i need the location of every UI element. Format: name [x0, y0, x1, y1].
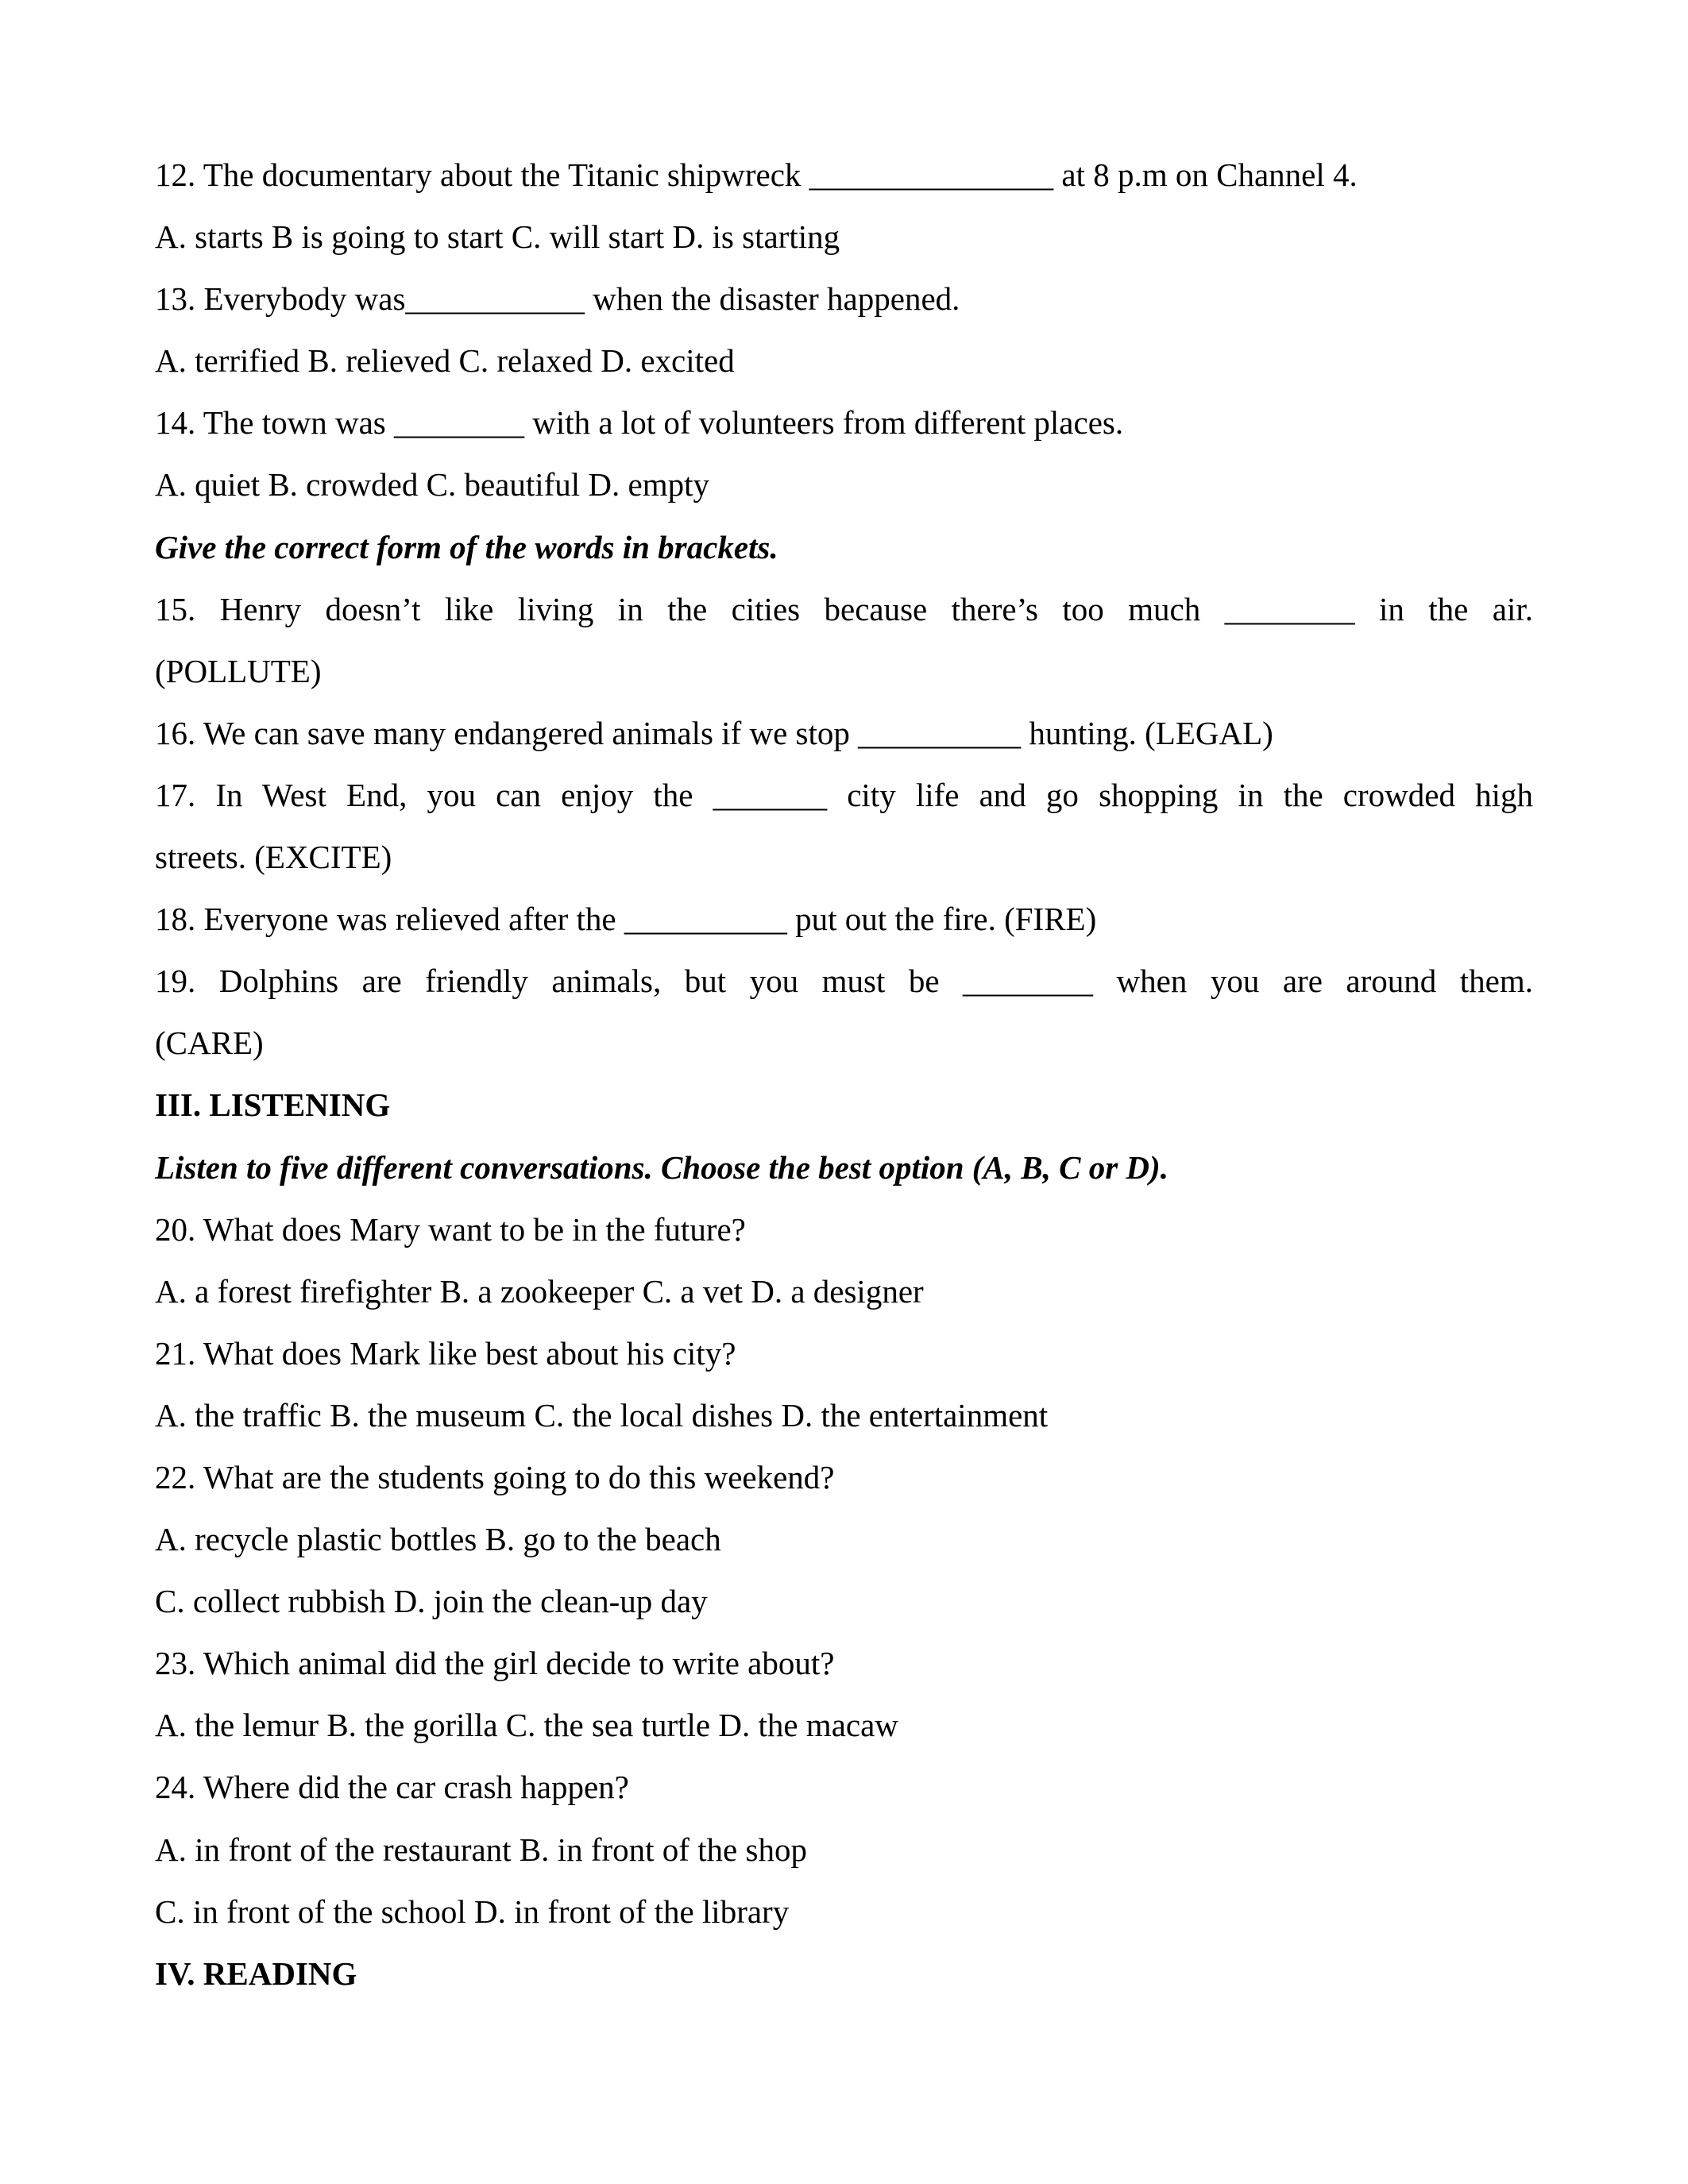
options-24-cd: C. in front of the school D. in front of the library	[155, 1893, 790, 1930]
question-16: 16. We can save many endangered animals if we stop __________ hunting. (LEGAL)	[155, 714, 1273, 751]
question-13: 13. Everybody was___________ when the disaster happened.	[155, 280, 960, 318]
question-19: 19. Dolphins are friendly animals, but you must be ________ when you are around them.	[155, 963, 1533, 1000]
instruction-listening: Listen to five different conversations. Choose the best option (A, B, C or D).	[155, 1148, 1168, 1186]
options-14: A. quiet B. crowded C. beautiful D. empty	[155, 466, 710, 504]
options-12: A. starts B is going to start C. will start D. is starting	[155, 218, 840, 256]
options-23: A. the lemur B. the gorilla C. the sea turtle D. the macaw	[155, 1707, 898, 1744]
question-19-continuation: (CARE)	[155, 1024, 264, 1062]
question-20: 20. What does Mary want to be in the future?	[155, 1210, 746, 1248]
question-14: 14. The town was ________ with a lot of volunteers from different places.	[155, 404, 1124, 442]
question-24: 24. Where did the car crash happen?	[155, 1769, 629, 1806]
section-reading-heading: IV. READING	[155, 1954, 357, 1992]
options-24-ab: A. in front of the restaurant B. in front of the shop	[155, 1831, 807, 1868]
question-23: 23. Which animal did the girl decide to write about?	[155, 1645, 835, 1682]
options-20: A. a forest firefighter B. a zookeeper C. a vet D. a designer	[155, 1272, 924, 1310]
options-13: A. terrified B. relieved C. relaxed D. excited	[155, 342, 735, 380]
section-listening-heading: III. LISTENING	[155, 1086, 391, 1124]
question-17: 17. In West End, you can enjoy the _______ city life and go shopping in the crowded high	[155, 776, 1533, 813]
options-22-cd: C. collect rubbish D. join the clean-up day	[155, 1583, 708, 1620]
question-15: 15. Henry doesn’t like living in the cities because there’s too much ________ in the air.	[155, 590, 1533, 627]
question-18: 18. Everyone was relieved after the __________ put out the fire. (FIRE)	[155, 901, 1097, 938]
options-22-ab: A. recycle plastic bottles B. go to the beach	[155, 1521, 721, 1558]
question-15-continuation: (POLLUTE)	[155, 652, 322, 689]
options-21: A. the traffic B. the museum C. the local dishes D. the entertainment	[155, 1396, 1049, 1433]
question-21: 21. What does Mark like best about his city?	[155, 1334, 736, 1372]
instruction-word-form: Give the correct form of the words in brackets.	[155, 528, 778, 565]
question-12: 12. The documentary about the Titanic shipwreck _______________ at 8 p.m on Channel 4.	[155, 156, 1358, 193]
document-text-block	[155, 144, 1533, 2005]
question-17-continuation: streets. (EXCITE)	[155, 839, 392, 876]
question-22: 22. What are the students going to do this weekend?	[155, 1458, 835, 1495]
